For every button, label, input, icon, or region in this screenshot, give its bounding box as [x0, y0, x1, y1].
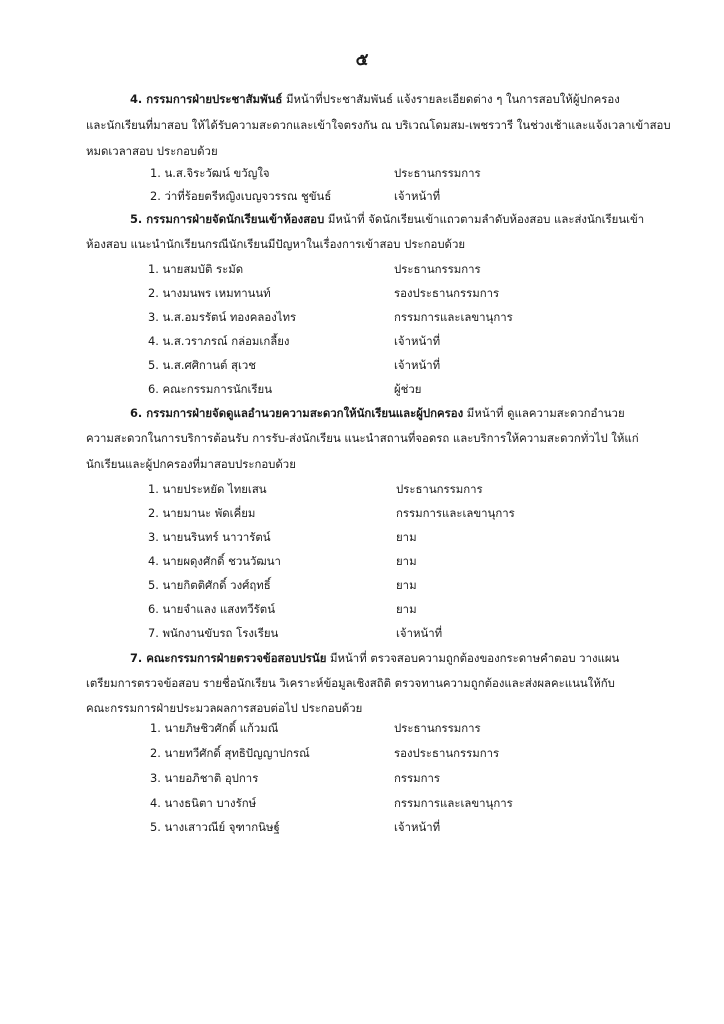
member-name: 1. นายภิษชิวศักดิ์ แก้วมณี — [150, 721, 279, 735]
section-6-body-line: นักเรียนและผู้ปกครองที่มาสอบประกอบด้วย — [86, 457, 296, 471]
member-role: ประธานกรรมการ — [394, 721, 481, 735]
section-4-first-line — [130, 91, 620, 107]
section-7-body-line: คณะกรรมการฝ่ายประมวลผลการสอบต่อไป ประกอบด้วย — [86, 701, 363, 715]
member-name: 2. ว่าที่ร้อยตรีหญิงเบญจวรรณ ชูขันธ์ — [150, 189, 332, 203]
section-7-first-line — [130, 650, 619, 666]
member-name: 3. นายนรินทร์ นาวารัตน์ — [148, 530, 271, 544]
section-5-heading: 5. กรรมการฝ่ายจัดนักเรียนเข้าห้องสอบ — [130, 212, 325, 226]
member-name: 1. น.ส.จิระวัฒน์ ขวัญใจ — [150, 166, 270, 180]
member-role: เจ้าหน้าที่ — [394, 358, 441, 372]
member-name: 4. นายผดุงศักดิ์ ชวนวัฒนา — [148, 554, 281, 568]
member-name: 2. นายมานะ พัดเคี่ยม — [148, 506, 256, 520]
member-role: กรรมการ — [394, 771, 441, 785]
member-role: กรรมการและเลขานุการ — [394, 310, 513, 324]
member-name: 4. น.ส.วราภรณ์ กล่อมเกลี้ยง — [148, 334, 290, 348]
section-7-body-line: เตรียมการตรวจข้อสอบ รายชื่อนักเรียน วิเคราะห์ข้อมูลเชิงสถิติ ตรวจทานความถูกต้องและส่งผลคะแนนให้กับ — [86, 676, 615, 690]
member-role: ผู้ช่วย — [394, 382, 422, 396]
member-role: รองประธานกรรมการ — [394, 286, 500, 300]
member-name: 2. นายทวีศักดิ์ สุทธิปัญญาปกรณ์ — [150, 746, 310, 760]
member-role: เจ้าหน้าที่ — [394, 189, 441, 203]
member-name: 5. นางเสาวณีย์ จุฑากนิษฐ์ — [150, 820, 280, 834]
page-number: ๕ — [355, 50, 369, 70]
member-name: 7. พนักงานขับรถ โรงเรียน — [148, 626, 279, 640]
member-name: 1. นายประหยัด ไทยเสน — [148, 482, 267, 496]
member-role: ยาม — [396, 530, 417, 544]
section-4-heading: 4. กรรมการฝ่ายประชาสัมพันธ์ — [130, 92, 283, 106]
member-name: 2. นางมนพร เหมทานนท์ — [148, 286, 271, 300]
section-6-first-line-text: มีหน้าที่ ดูแลความสะดวกอำนวย — [463, 406, 625, 420]
section-5-body-line: ห้องสอบ แนะนำนักเรียนกรณีนักเรียนมีปัญหาในเรื่องการเข้าสอบ ประกอบด้วย — [86, 237, 466, 251]
section-5-first-line — [130, 211, 644, 227]
member-role: กรรมการและเลขานุการ — [396, 506, 515, 520]
member-role: เจ้าหน้าที่ — [394, 820, 441, 834]
member-role: ประธานกรรมการ — [396, 482, 483, 496]
member-role: ประธานกรรมการ — [394, 166, 481, 180]
member-name: 3. นายอภิชาติ อุปการ — [150, 771, 259, 785]
section-4-first-line-text: มีหน้าที่ประชาสัมพันธ์ แจ้งรายละเอียดต่าง ๆ ในการสอบให้ผู้ปกครอง — [282, 92, 620, 106]
section-6-body-line: ความสะดวกในการบริการต้อนรับ การรับ-ส่งนักเรียน แนะนำสถานที่จอดรถ และบริการให้ความสะดวกทั่วไป ให้แก่ — [86, 431, 639, 445]
section-4-body-line: หมดเวลาสอบ ประกอบด้วย — [86, 144, 218, 158]
member-role: ยาม — [396, 602, 417, 616]
section-5-first-line-text: มีหน้าที่ จัดนักเรียนเข้าแถวตามลำดับห้องสอบ และส่งนักเรียนเข้า — [324, 212, 645, 226]
section-7-first-line-text: มีหน้าที่ ตรวจสอบความถูกต้องของกระดาษคำตอบ วางแผน — [326, 651, 620, 665]
member-name: 4. นางธนิตา บางรักษ์ — [150, 796, 257, 810]
member-role: กรรมการและเลขานุการ — [394, 796, 513, 810]
section-7-heading: 7. คณะกรรมการฝ่ายตรวจข้อสอบปรนัย — [130, 651, 327, 665]
section-6-heading: 6. กรรมการฝ่ายจัดดูแลอำนวยความสะดวกให้นักเรียนและผู้ปกครอง — [130, 406, 464, 420]
member-role: ประธานกรรมการ — [394, 262, 481, 276]
section-6-first-line — [130, 405, 625, 421]
member-role: เจ้าหน้าที่ — [396, 626, 443, 640]
member-name: 6. คณะกรรมการนักเรียน — [148, 382, 273, 396]
member-role: รองประธานกรรมการ — [394, 746, 500, 760]
member-name: 5. นายกิตติศักดิ์ วงศ์ฤทธิ์ — [148, 578, 271, 592]
member-role: ยาม — [396, 554, 417, 568]
member-name: 3. น.ส.อมรรัตน์ ทองคลองไทร — [148, 310, 297, 324]
member-role: เจ้าหน้าที่ — [394, 334, 441, 348]
member-role: ยาม — [396, 578, 417, 592]
member-name: 1. นายสมบัติ ระมัด — [148, 262, 244, 276]
member-name: 6. นายจำแลง แสงทวีรัตน์ — [148, 602, 275, 616]
section-4-body-line: และนักเรียนที่มาสอบ ให้ได้รับความสะดวกและเข้าใจตรงกัน ณ บริเวณโดมสม-เพชรวารี ในช่วงเช้าและแจ้งเวลาเข้าสอบ — [86, 118, 671, 132]
member-name: 5. น.ส.ศศิกานต์ สุเวช — [148, 358, 256, 372]
